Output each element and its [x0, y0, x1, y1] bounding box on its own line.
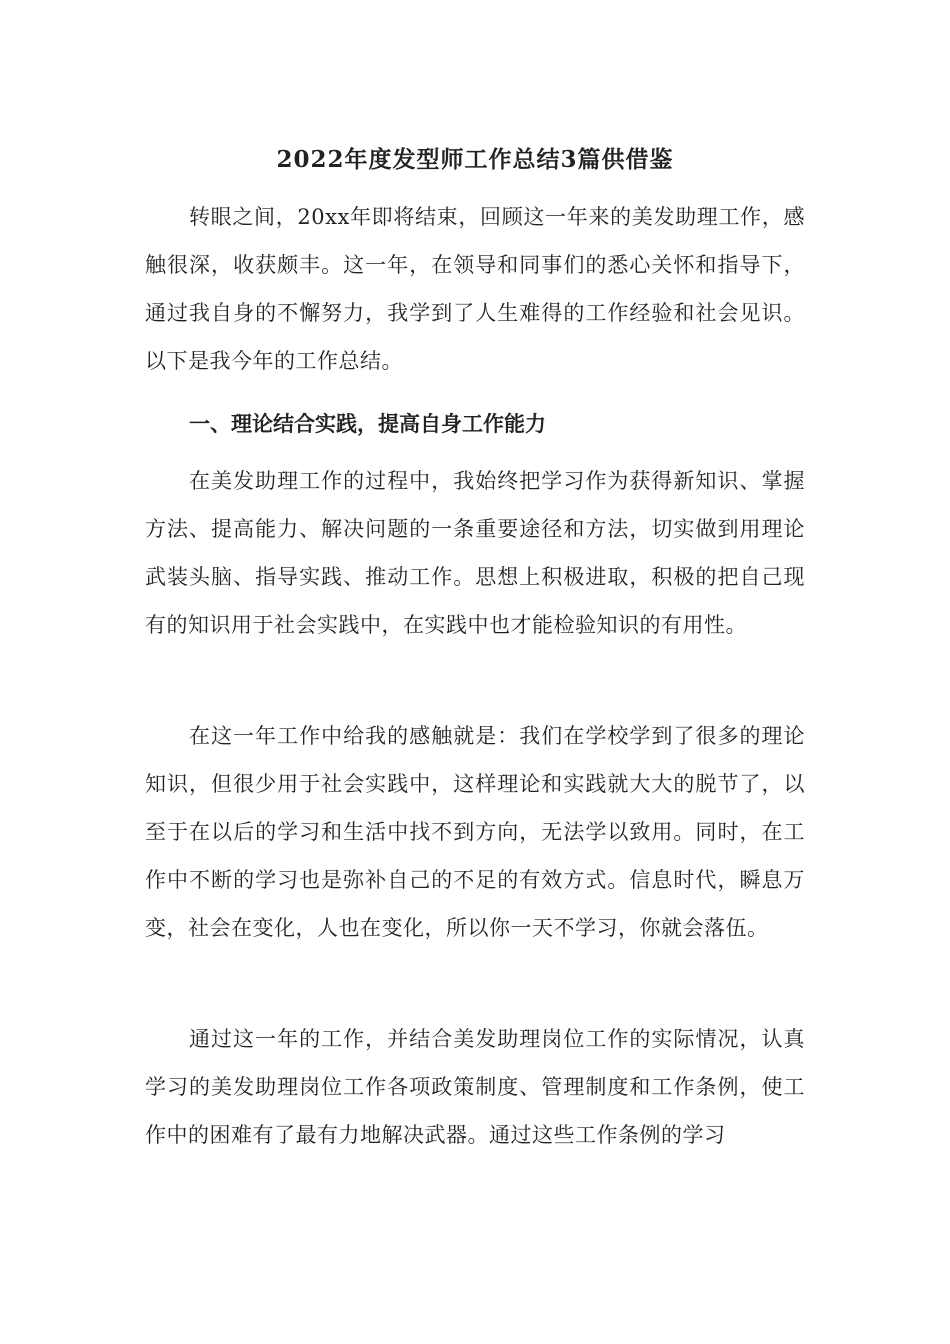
- intro-paragraph: 转眼之间，20xx年即将结束，回顾这一年来的美发助理工作，感触很深，收获颇丰。这一年，在领导和同事们的悉心关怀和指导下，通过我自身的不懈努力，我学到了人生难得的工作经验和社会见识。以下是我今年的工作总结。: [145, 205, 805, 373]
- document-title: 2022年度发型师工作总结3篇供借鉴: [276, 146, 674, 173]
- body-paragraph: 在美发助理工作的过程中，我始终把学习作为获得新知识、掌握方法、提高能力、解决问题的一条重要途径和方法，切实做到用理论武装头脑、指导实践、推动工作。思想上积极进取，积极的把自己现有的知识用于社会实践中，在实践中也才能检验知识的有用性。: [145, 469, 805, 637]
- body-paragraph: 在这一年工作中给我的感触就是：我们在学校学到了很多的理论知识，但很少用于社会实践中，这样理论和实践就大大的脱节了，以至于在以后的学习和生活中找不到方向，无法学以致用。同时，在工作中不断的学习也是弥补自己的不足的有效方式。信息时代，瞬息万变，社会在变化，人也在变化，所以你一天不学习，你就会落伍。: [145, 724, 805, 940]
- section-heading: 一、理论结合实践，提高自身工作能力: [189, 411, 546, 436]
- body-paragraph: 通过这一年的工作，并结合美发助理岗位工作的实际情况，认真学习的美发助理岗位工作各项政策制度、管理制度和工作条例，使工作中的困难有了最有力地解决武器。通过这些工作条例的学习: [145, 1027, 805, 1147]
